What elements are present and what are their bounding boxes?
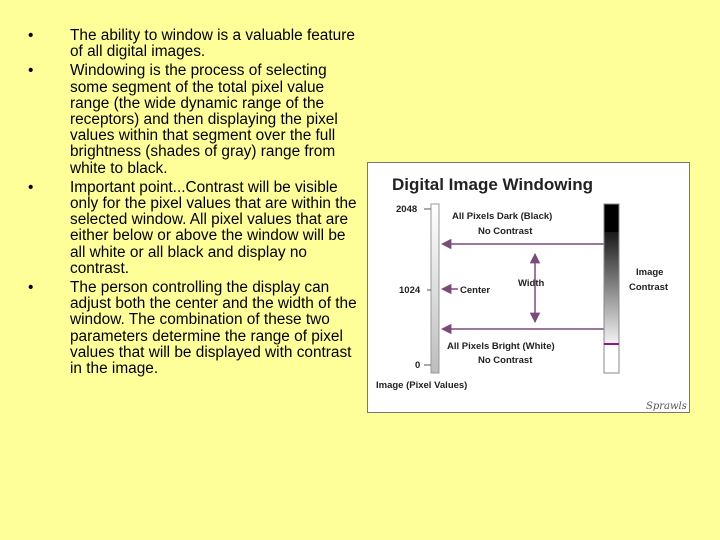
contrast-bar-white (604, 344, 619, 373)
contrast-bar-gradient (604, 232, 619, 344)
tick-1024: 1024 (399, 285, 421, 296)
windowing-figure (367, 162, 690, 413)
dark-label: All Pixels Dark (Black) (452, 211, 553, 222)
bullet-item (28, 63, 358, 176)
bright-no-contrast-label: No Contrast (478, 355, 533, 366)
bullet-text: Important point...Contrast will be visible only for the pixel values that are within the selected window. All pixel values that are either below or above the window will be all white or all black and display no contrast. (70, 178, 357, 277)
contrast-bar-dark (604, 204, 619, 232)
bullet-list (28, 28, 358, 380)
width-label: Width (518, 278, 545, 289)
pixel-value-bar (431, 204, 439, 373)
bullet-text: The ability to window is a valuable feature of all digital images. (70, 27, 355, 61)
bullet-item (28, 180, 358, 277)
bullet-text: The person controlling the display can adjust both the center and the width of the window. The combination of these two parameters determine the range of pixel values that will be displayed with contrast in the image. (70, 279, 357, 378)
signature: Sprawls (646, 401, 687, 412)
bullet-glyph: • (28, 279, 34, 297)
image-contrast-label-2: Contrast (629, 282, 669, 293)
tick-0: 0 (415, 360, 421, 371)
axis-label: Image (Pixel Values) (376, 380, 468, 391)
center-label: Center (460, 285, 491, 296)
bullet-glyph: • (28, 27, 34, 44)
figure-title: Digital Image Windowing (392, 175, 594, 194)
bullet-item (28, 280, 358, 377)
windowing-diagram (368, 163, 690, 413)
image-contrast-label-1: Image (636, 267, 664, 278)
bullet-text: Windowing is the process of selecting some segment of the total pixel value range (the wide dynamic range of the receptors) and then displaying the pixel values within that segment over the full brightness (shades of gray) range from white to black. (70, 62, 338, 177)
bullet-glyph: • (28, 62, 34, 80)
bullet-glyph: • (28, 178, 34, 196)
bullet-item (28, 28, 358, 60)
tick-2048: 2048 (396, 204, 418, 215)
dark-no-contrast-label: No Contrast (478, 226, 533, 237)
bright-label: All Pixels Bright (White) (447, 341, 555, 352)
